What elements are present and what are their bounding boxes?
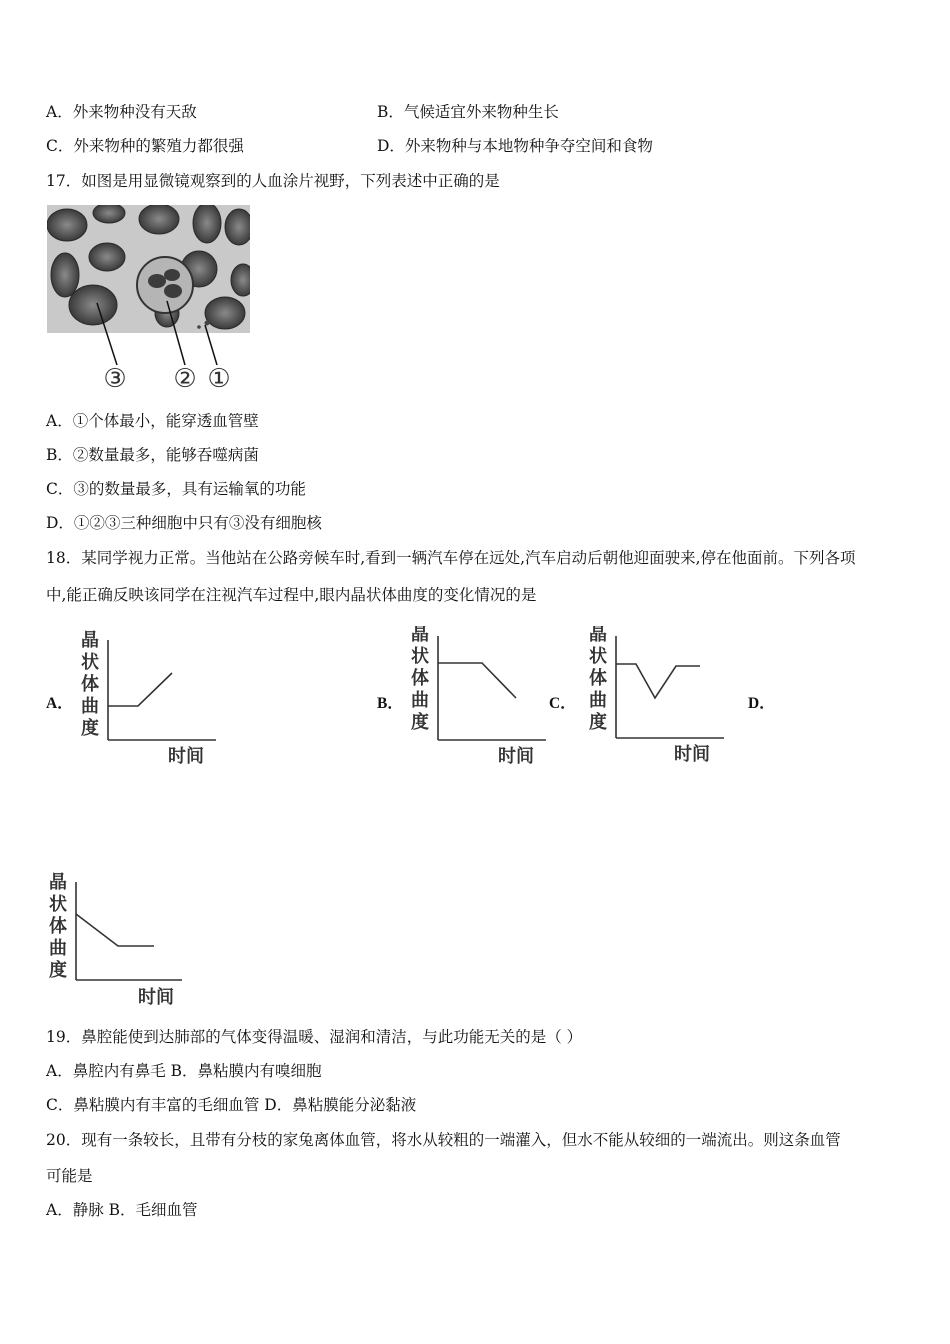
curve-a [108, 673, 172, 706]
label-3: ③ [103, 364, 127, 394]
svg-text:度: 度 [81, 718, 99, 739]
label-2: ② [173, 364, 197, 394]
svg-text:时间: 时间 [168, 746, 204, 766]
svg-text:时间: 时间 [498, 746, 534, 766]
q20-stem-line1: 20．现有一条较长，且带有分枝的家兔离体血管，将水从较粗的一端灌入，但水不能从较细的一端流出。则这条血管 [46, 1131, 841, 1149]
svg-text:曲: 曲 [411, 690, 429, 711]
q20-stem-line2: 可能是 [46, 1167, 93, 1185]
graph-d [46, 870, 186, 1010]
graph-b [406, 626, 546, 766]
q20-options: A．静脉 B．毛细血管 [46, 1201, 198, 1219]
q17-stem: 17．如图是用显微镜观察到的人血涂片视野，下列表述中正确的是 [46, 172, 500, 190]
svg-text:状: 状 [49, 894, 67, 915]
blood-smear-micrograph [47, 205, 250, 395]
q16-option-c: C．外来物种的繁殖力都很强 [46, 137, 244, 155]
curve-b [438, 663, 516, 698]
curve-c [616, 664, 700, 698]
q17-option-b: B．②数量最多，能够吞噬病菌 [46, 446, 259, 464]
q19-options-line2: C．鼻粘膜内有丰富的毛细血管 D．鼻粘膜能分泌黏液 [46, 1096, 417, 1114]
svg-text:曲: 曲 [589, 690, 607, 711]
q19-options-line1: A．鼻腔内有鼻毛 B．鼻粘膜内有嗅细胞 [46, 1062, 322, 1080]
curve-d [76, 914, 154, 946]
svg-text:体: 体 [589, 668, 607, 689]
graph-a [76, 626, 216, 766]
svg-text:体: 体 [411, 668, 429, 689]
svg-text:状: 状 [589, 646, 607, 667]
graph-c [584, 626, 724, 766]
q16-option-d: D．外来物种与本地物种争夺空间和食物 [377, 137, 653, 155]
svg-text:状: 状 [81, 652, 99, 673]
svg-text:曲: 曲 [81, 696, 99, 717]
svg-text:状: 状 [411, 646, 429, 667]
q18-stem-line2: 中,能正确反映该同学在注视汽车过程中,眼内晶状体曲度的变化情况的是 [46, 586, 537, 604]
svg-text:度: 度 [49, 960, 67, 981]
q18-stem-line1: 18．某同学视力正常。当他站在公路旁候车时,看到一辆汽车停在远处,汽车启动后朝他迎面驶来,停在他面前。下列各项 [46, 549, 856, 567]
svg-text:晶: 晶 [589, 626, 607, 645]
q18-label-b: B． [377, 695, 403, 712]
q18-label-d: D． [748, 695, 775, 712]
svg-text:晶: 晶 [81, 630, 99, 651]
q16-option-a: A．外来物种没有天敌 [46, 103, 197, 121]
svg-text:体: 体 [49, 916, 67, 937]
q16-option-b: B．气候适宜外来物种生长 [377, 103, 559, 121]
svg-text:晶: 晶 [411, 626, 429, 645]
q18-label-a: A． [46, 695, 73, 712]
svg-text:晶: 晶 [49, 872, 67, 893]
svg-text:时间: 时间 [138, 987, 174, 1008]
q17-option-c: C．③的数量最多，具有运输氧的功能 [46, 480, 306, 498]
svg-text:度: 度 [589, 712, 607, 733]
q17-option-d: D．①②③三种细胞中只有③没有细胞核 [46, 514, 322, 532]
label-1: ① [207, 364, 231, 394]
q18-label-c: C． [549, 695, 576, 712]
svg-text:时间: 时间 [674, 744, 710, 765]
q17-option-a: A．①个体最小，能穿透血管壁 [46, 412, 259, 430]
svg-text:体: 体 [81, 674, 99, 695]
svg-text:曲: 曲 [49, 938, 67, 959]
q19-stem: 19．鼻腔能使到达肺部的气体变得温暖、湿润和清洁，与此功能无关的是（ ） [46, 1028, 583, 1046]
white-blood-cell [137, 257, 193, 313]
svg-text:度: 度 [411, 712, 429, 733]
